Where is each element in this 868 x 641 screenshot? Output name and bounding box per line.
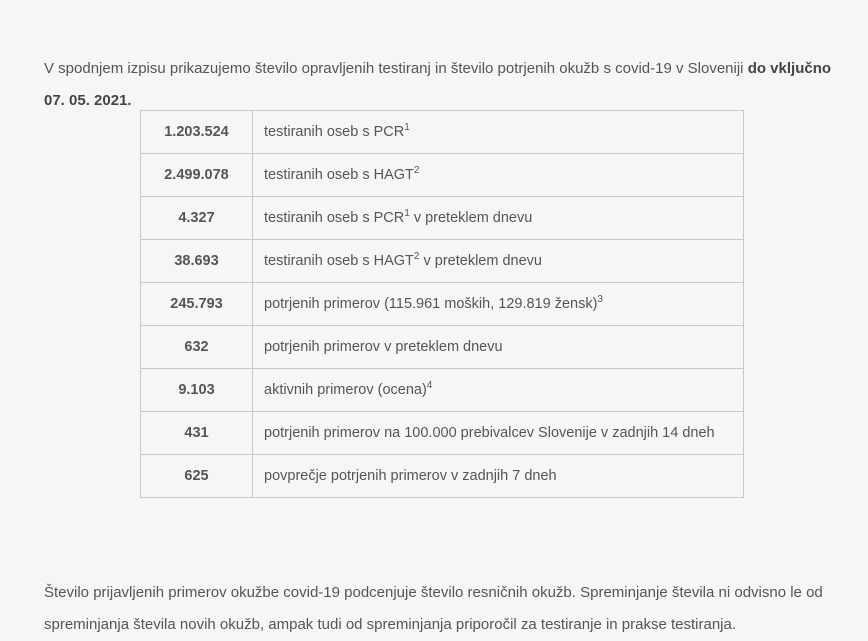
row-label (253, 455, 744, 498)
table-row (141, 412, 744, 455)
table-row (141, 154, 744, 197)
row-value: 4.327 (141, 197, 253, 240)
row-value: 38.693 (141, 240, 253, 283)
row-label (253, 111, 744, 154)
footnote-ref[interactable]: 3 (597, 294, 603, 305)
table-row (141, 283, 744, 326)
table-row (141, 111, 744, 154)
row-label-text: testiranih oseb s HAGT (264, 167, 414, 183)
row-value: 245.793 (141, 283, 253, 326)
row-label (253, 240, 744, 283)
footnote-ref[interactable]: 4 (426, 380, 433, 391)
row-value: 9.103 (141, 369, 253, 412)
table-row (141, 240, 744, 283)
intro-paragraph (44, 53, 854, 117)
row-label (253, 412, 744, 455)
row-label (253, 369, 744, 412)
row-value: 632 (141, 326, 253, 369)
row-label-suffix: v preteklem dnevu (419, 253, 542, 269)
row-value: 431 (141, 412, 253, 455)
footnote-ref[interactable]: 2 (413, 165, 420, 176)
disclaimer-paragraph: Število prijavljenih primerov okužbe covid-19 podcenjuje število resničnih okužb. Spreminjanje števila ni odvisno le od spreminjanja števila novih okužb, ampak tudi od spreminjanja priporočil za testiranje in prakse testiranja. (44, 584, 823, 633)
statistics-table (140, 110, 744, 498)
row-value: 625 (141, 455, 253, 498)
row-label-text: testiranih oseb s PCR (264, 210, 405, 226)
footnote-ref[interactable]: 2 (413, 251, 420, 262)
footnote-ref[interactable]: 1 (404, 208, 410, 219)
row-label (253, 154, 744, 197)
row-label-text: potrjenih primerov na 100.000 prebivalcev Slovenije v zadnjih 14 dneh (264, 425, 715, 441)
table-row (141, 326, 744, 369)
row-label (253, 283, 744, 326)
row-label-text: testiranih oseb s HAGT (264, 253, 414, 269)
row-label-text: potrjenih primerov (115.961 moških, 129.819 žensk) (264, 296, 598, 312)
row-label-text: potrjenih primerov v preteklem dnevu (264, 339, 503, 355)
row-label (253, 197, 744, 240)
footnote-ref[interactable]: 1 (404, 122, 410, 133)
row-value: 1.203.524 (141, 111, 253, 154)
row-label-text: testiranih oseb s PCR (264, 124, 405, 140)
row-label-text: povprečje potrjenih primerov v zadnjih 7 dneh (264, 468, 557, 484)
row-label-text: aktivnih primerov (ocena) (264, 382, 427, 398)
row-label (253, 326, 744, 369)
row-value: 2.499.078 (141, 154, 253, 197)
table-row (141, 455, 744, 498)
intro-date: do vključno 07. 05. 2021. (44, 60, 832, 109)
table-row (141, 369, 744, 412)
table-row (141, 197, 744, 240)
row-label-suffix: v preteklem dnevu (409, 210, 533, 226)
intro-text: V spodnjem izpisu prikazujemo število opravljenih testiranj in število potrjenih okužb s covid-19 v Sloveniji (44, 60, 748, 77)
